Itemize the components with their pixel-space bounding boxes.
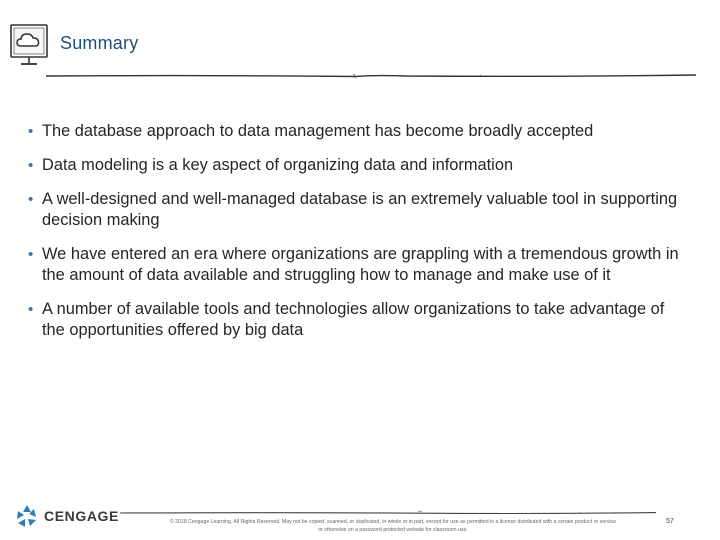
cengage-logo-icon <box>14 503 40 529</box>
slide-title: Summary <box>60 33 139 53</box>
cengage-logo <box>14 503 119 529</box>
bullet-list <box>28 121 690 354</box>
monitor-cloud-icon <box>8 22 50 68</box>
header-divider <box>46 72 696 80</box>
bullet-marker: • <box>28 191 34 208</box>
bullet-text: The database approach to data management has become broadly accepted <box>42 122 594 140</box>
bullet-marker: • <box>28 123 34 140</box>
bullet-text: We have entered an era where organizations are grappling with a tremendous growth in the amount of data available and struggling how to manage and make use of it <box>42 245 679 284</box>
bullet-text: A number of available tools and technologies allow organizations to take advantage of the opportunities offered by big data <box>42 300 665 339</box>
bullet-item <box>28 299 690 341</box>
bullet-marker: • <box>28 157 34 174</box>
bullet-item <box>28 155 690 176</box>
bullet-text: Data modeling is a key aspect of organizing data and information <box>42 156 514 174</box>
page-number: 57 <box>666 518 674 525</box>
bullet-marker: • <box>28 246 34 263</box>
bullet-item <box>28 121 690 142</box>
copyright-line: © 2018 Cengage Learning. All Rights Reserved. May not be copied, scanned, or duplicated, in whole or in part, except for use as permitted in a license distributed with a certain product or service <box>169 519 617 525</box>
bullet-marker: • <box>28 301 34 318</box>
logo-wordmark: CENGAGE <box>44 508 119 524</box>
bullet-item <box>28 244 690 286</box>
bullet-text: A well-designed and well-managed database is an extremely valuable tool in supporting decision making <box>42 190 678 229</box>
copyright-line: or otherwise on a password-protected website for classroom use. <box>318 527 468 533</box>
bullet-item <box>28 189 690 231</box>
copyright-notice <box>128 518 658 534</box>
footer-divider <box>120 510 656 516</box>
